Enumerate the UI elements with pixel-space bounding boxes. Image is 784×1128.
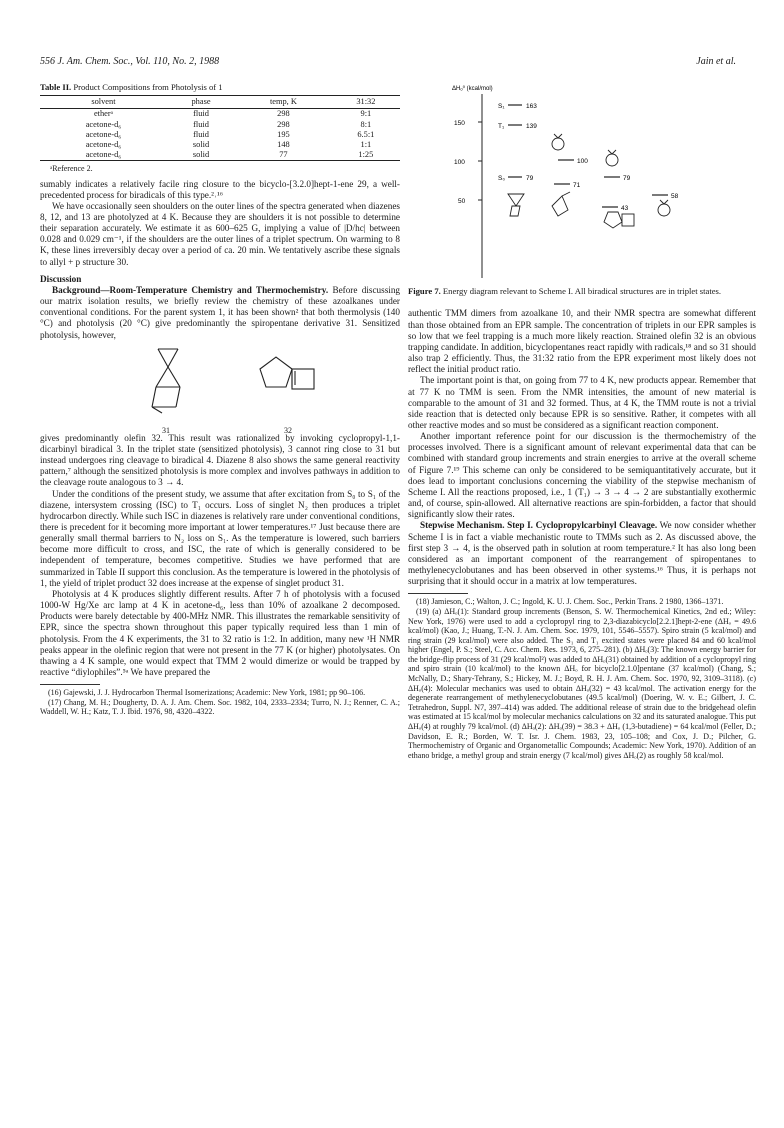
product-composition-table [40, 95, 400, 161]
paragraph: Photolysis at 4 K produces slightly different results. After 7 h of photolysis with a focused 1000-W Hg/Xe arc lamp at 4 K in acetone-d₆, less than 10% of azoalkane 2 decomposed. Products were barely detectable by 400-MHz NMR. This illustrates the remarkable sensitivity of EPR, since the spectra shown throughout this paper typically required less than 1 min of photolysis. From the 4 K experiments, the 31 to 32 ratio is 1:2. In addition, many new ¹H NMR peaks appear in the olefinic region that were not present in the 77 K (or higher) photolysates. On thawing a 4 K sample, one would expect that TMM 2 would dimerize or would be trapped by reactive “diylophiles”.⁵ᵃ We have prepared the [40, 588, 400, 677]
footnotes-right [408, 597, 756, 760]
energy-level-s1 [498, 103, 537, 110]
paragraph: gives predominantly olefin 32. This result was rationalized by invoking cyclopropyl-1,1-dicarbinyl biradical 3. In the triplet state (sensitized photolysis), 3 cannot ring close to 31 but instead undergoes ring cleavage to biradical 4. Diazene 8 also shows the same general reactivity pattern,⁷ although the sensitized photolysis is more complex and involves pathways in addition to the cleavage route analogous to 3 → 4. [40, 432, 400, 488]
axis-label: ΔHₒ⁰ (kcal/mol) [452, 86, 493, 92]
paragraph: Another important reference point for our discussion is the thermochemistry of the processes involved. There is a significant amount of relevant experimental data that can be combined with standard group increments and strain energies to arrive at the overall scheme of Figure 7.¹⁹ This scheme can only be considered to be semiquantitatively accurate, but it does lead to important conclusions concerning the viability of the stepwise mechanism of Scheme I. All the reactions proposed, i.e., 1 (T₁) → 3 → 4 → 2 are substantially exothermic and, of course, spin-allowed. All alternative reactions are spin-forbidden, a factor that should significantly slow their rates. [408, 431, 756, 520]
energy-level-s0 [498, 175, 534, 182]
footnotes-left [40, 688, 400, 717]
paragraph: sumably indicates a relatively facile ring closure to the bicyclo-[3.2.0]hept-1-ene 29, a well-precedented process for biradicals of this type.²˒¹⁶ [40, 178, 400, 200]
energy-level-2 [652, 193, 679, 200]
paragraph: The important point is that, on going from 77 to 4 K, new products appear. Remember that at 77 K no TMM is seen. From the NMR intensities, the amount of new material is comparable to the amount of 31 and 32 formed. Thus, at 4 K, the TMM route is not a trivial side reaction that is detected only because EPR is so sensitive. Rather, it competes with all other reactive modes and so must be considered as a significant reaction component. [408, 375, 756, 430]
footnote: (19) (a) ΔHₒ(1): Standard group increments (Benson, S. W. Thermochemical Kinetics, 2nd ed.; Wiley: New York, 1976) were used to add a cyclopropyl ring to 2,3-diazabicyclo[2.2.1]hept-2-ene (ΔHₒ = 49.6 kcal/mol) (Kao, J.; Huang, T.-N. J. Am. Chem. Soc. 1979, 101, 5546–5557). Spiro strain (5 kcal/mol) and ring strain (29 kcal/mol) were also added. The S₁ and T₁ excited states were placed 84 and 60 kcal/mol higher (Engel, P. S.; Steel, C. Acc. Chem. Res. 1973, 6, 275–281). (b) ΔHₒ(3): The known energy barrier for the bridge-flip process of 31 (29 kcal/mol²) was added to ΔHₒ(31) obtained by addition of a cyclopropyl ring and spiro strain (10 kcal/mol) to the known ΔHₒ for bicyclo[2.1.0]pentane (37 kcal/mol) (Chang, S.; McNally, D.; Shary-Tehrany, S.; Hickey, M. J.; Boyd, R. H. J. Am. Chem. Soc. 1970, 92, 3109–3118). (c) ΔHₒ(4): Molecular mechanics was used to obtain ΔHₒ(32) = 43 kcal/mol. The activation energy for the degenerate rearrangement of methylenecyclobutanes (49.5 kcal/mol) (Doering, W. v. E.; Gilbert, J. C. Tetrahedron, Suppl. N7, 397–414) was added. The additional release of strain due to the bridgehead olefin was estimated at 15 kcal/mol by molecular mechanics calculations on 32 and its saturated analogue. This put ΔHₒ(4) at roughly 79 kcal/mol. (d) ΔHₒ(2): ΔHₒ(39) = 38.3 + ΔHₒ (1,3-butadiene) = 64 kcal/mol (Feller, D.; Davidson, E. R.; Borden, W. T. Isr. J. Chem. 1983, 23, 105–108; and Cox, J. D.; Pilcher, G. Thermochemistry of Organic and Organometallic Compounds; Academic: New York, 1970). Addition of an ethano bridge, a methyl group and strain energy (7 kcal/mol) gives ΔHₒ(2) as roughly 58 kcal/mol. [408, 606, 756, 760]
structures-31-32 [40, 341, 400, 433]
col-header-solvent: solvent [40, 96, 167, 109]
tick-label: 50 [458, 198, 466, 205]
svg-text:79: 79 [623, 175, 631, 182]
cell: 6.5:1 [357, 129, 375, 139]
cell: fluid [193, 109, 209, 119]
left-column [40, 82, 400, 717]
table-header-row [40, 96, 400, 109]
energy-level-31 [554, 182, 581, 189]
col-header-phase: phase [167, 96, 235, 109]
table-row [40, 150, 400, 161]
table-row [40, 109, 400, 120]
footnote-rule [40, 684, 100, 685]
cell: 8:1 [360, 119, 372, 129]
section-heading: Discussion [40, 273, 82, 284]
svg-text:79: 79 [526, 175, 534, 182]
running-header-left: 556 J. Am. Chem. Soc., Vol. 110, No. 2, 1988 [40, 56, 220, 67]
cell: 195 [277, 129, 290, 139]
paragraph: We have occasionally seen shoulders on the outer lines of the spectra generated when diazenes 8, 12, and 13 are photolyzed at 4 K. Because they are shoulders it is not possible to determine their separation accurately. We estimate it as 600–625 G, implying a value of |D/hc| between 0.028 and 0.029 cm⁻¹, if the shoulders are the outer lines of a triplet spectrum. On warming to 8 K, these lines irreversibly decay over a period of ca. 20 min. We tentatively ascribe these signals to allyl + p structure 30. [40, 200, 400, 267]
cell: 298 [277, 109, 290, 119]
energy-level-t1 [498, 123, 537, 130]
right-column [408, 82, 756, 760]
table-row [40, 140, 400, 150]
cell: solid [167, 150, 235, 161]
col-header-temp: temp, K [235, 96, 332, 109]
runin-heading: Stepwise Mechanism. Step I. Cyclopropylcarbinyl Cleavage. [420, 520, 658, 531]
structure-31-drawing [152, 349, 180, 413]
cell: acetone-d₆ [85, 119, 122, 129]
footnote: (18) Jamieson, C.; Walton, J. C.; Ingold, K. U. J. Chem. Soc., Perkin Trans. 2 1980, 1366–1371. [416, 597, 724, 607]
paragraph: Under the conditions of the present study, we assume that after excitation from S₀ to S₁ of the diazene, intersystem crossing (ISC) to T₁ occurs. Loss of singlet N₂ then produces a triplet hydrocarbon directly. While such ISC in diazenes is relatively rare under conventional conditions, there is precedent for it becoming more important at lower temperatures.¹⁷ Just because there are generally small thermal barriers to N₂ loss on S₁. As the temperature is lowered, such barriers become more difficult to cross, and ISC, the rate of which is generally considered to be independent of temperature, becomes competitive. Studies we have performed that are summarized in Table II support this conclusion. As the temperature is lowered in the photolysis of 1, the yield of triplet product 32 does increase at the expense of singlet product 31. [40, 488, 400, 588]
svg-text:S₀: S₀ [498, 175, 506, 182]
svg-text:T₁: T₁ [498, 123, 505, 130]
table-footnote: ᵃReference 2. [50, 164, 93, 174]
cell: fluid [193, 119, 209, 129]
svg-text:71: 71 [573, 182, 581, 189]
tick-label: 150 [454, 120, 465, 127]
energy-level-3 [558, 158, 588, 165]
cell: 1:25 [332, 150, 400, 161]
cell: 9:1 [360, 109, 372, 119]
structure-label-32: 32 [284, 425, 292, 435]
svg-text:S₁: S₁ [498, 103, 505, 110]
col-header-ratio: 31:32 [332, 96, 400, 109]
cell: etherᵃ [93, 109, 113, 119]
cell: acetone-d₆ [85, 129, 122, 139]
paragraph [40, 285, 400, 341]
cell: 148 [277, 139, 290, 149]
svg-text:163: 163 [526, 103, 537, 110]
energy-level-4 [604, 175, 631, 182]
paragraph: authentic TMM dimers from azoalkane 10, and their NMR spectra are somewhat different than those obtained from an EPR sample. The concentration of triplets in our EPR samples is so low that we feel trapping is a much more likely reaction. Strained olefin 32 is an obvious trapping candidate. In addition, bicyclopentanes react rapidly with radicals,¹⁸ and so 31 should also trap 2 efficiently. Thus, the 31:32 ratio from the EPR experiment most likely does not reflect the initial product ratio. [408, 308, 756, 375]
running-header-right: Jain et al. [696, 56, 736, 67]
footnote-rule [408, 593, 468, 594]
cell: 1:1 [360, 139, 372, 149]
footnote: (17) Chang, M. H.; Dougherty, D. A. J. Am. Chem. Soc. 1982, 104, 2333–2334; Turro, N. J.; Renner, C. A.; Waddell, W. H.; Katz, T. J. Ibid. 1976, 98, 4320–4322. [40, 697, 400, 717]
svg-text:139: 139 [526, 123, 537, 130]
table-row [40, 120, 400, 130]
structure-label-31: 31 [162, 425, 170, 435]
energy-level-32 [602, 205, 629, 212]
figure-7 [408, 82, 756, 282]
cell: acetone-d₆ [40, 150, 167, 161]
cell: 77 [235, 150, 332, 161]
cell: acetone-d₆ [85, 139, 122, 149]
table-title: Table II. Product Compositions from Photolysis of 1 [40, 82, 223, 92]
runin-heading: Background—Room-Temperature Chemistry and Thermochemistry. [52, 284, 329, 295]
cell: 298 [277, 119, 290, 129]
structure-drawings [40, 341, 400, 425]
cell: fluid [193, 129, 209, 139]
footnote: (16) Gajewski, J. J. Hydrocarbon Thermal Isomerizations; Academic: New York, 1981; pp 90–106. [48, 688, 366, 698]
svg-text:100: 100 [577, 158, 588, 165]
svg-text:58: 58 [671, 193, 679, 200]
tick-label: 100 [454, 159, 465, 166]
paragraph [408, 520, 756, 587]
structure-32-drawing [260, 357, 314, 389]
paragraph-text: Before discussing our matrix isolation results, we briefly review the chemistry of these azoalkanes under conventional conditions. For the parent system 1, it has been shown² that both thermolysis (140 °C) and photolysis (20 °C) give predominantly the spiropentane derivative 31. Sensitized photolysis, however, [40, 284, 401, 340]
table-row [40, 130, 400, 140]
paragraph-text: We now consider whether Scheme I is in fact a viable mechanistic route to TMMs such as 2. As discussed above, the first step 3 → 4, is the observed path in solution at room temperature.² It has also long been considered as an important component of the rearrangement of spiropentanes to methylenecyclobutanes and has been observed in other systems.¹⁶ Thus, it is perhaps not surprising that it should occur in a matrix at low temperatures. [408, 520, 756, 587]
figure-caption: Figure 7. Energy diagram relevant to Scheme I. All biradical structures are in triplet states. [408, 286, 722, 296]
energy-diagram [408, 82, 756, 282]
svg-text:43: 43 [621, 205, 629, 212]
cell: solid [192, 139, 210, 149]
